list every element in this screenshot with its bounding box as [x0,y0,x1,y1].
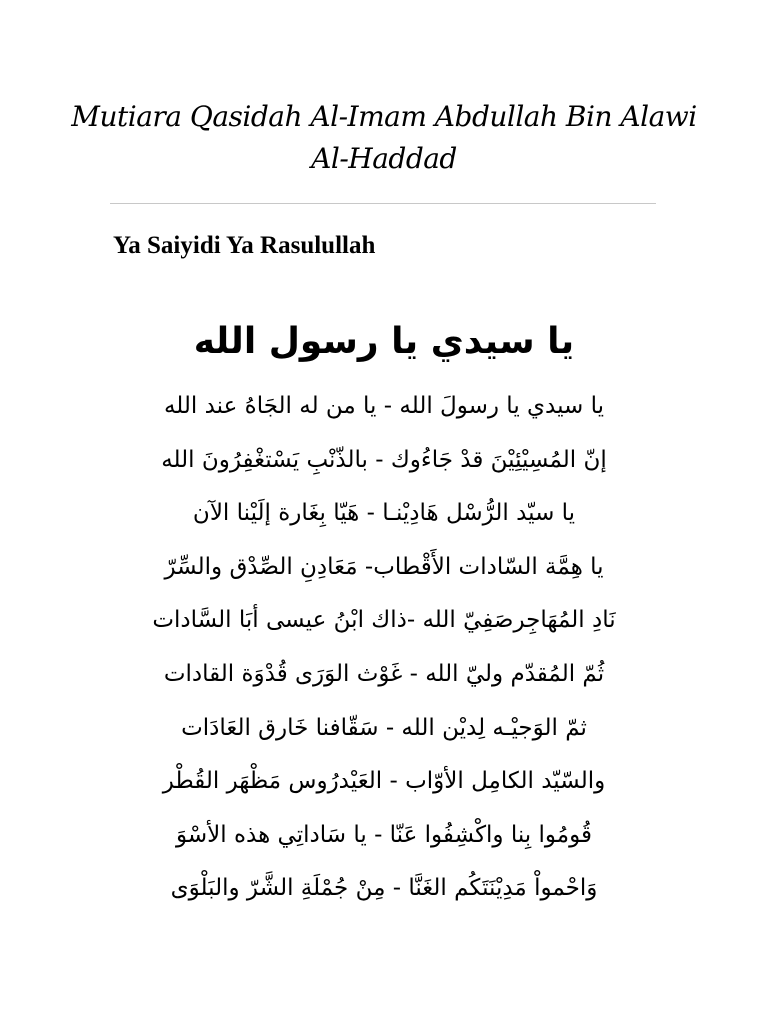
verse-line: وَاحْمواْ مَدِيْنَتَكُم الغَنَّا - مِنْ جُمْلَةِ الشَّرّ والبَلْوَى [170,875,598,902]
verse-line: والسّيّد الكامِل الأوّاب - العَيْدرُوس مَظْهَر القُطْر [162,768,606,795]
document-title [60,96,708,180]
verse-line: يا هِمَّة السّادات الأَقْطاب- مَعَادِنِ الصِّدْق والسِّرّ [164,553,604,580]
verse-line: إنّ المُسِيْئِيْنَ قدْ جَاءُوك - بالذّنْبِ يَسْتغْفِرُونَ الله [161,446,607,473]
verse-line: يا سيدي يا رسولَ الله - يا من له الجَاهُ عند الله [163,393,605,419]
document-title-line-2: Al-Haddad [311,142,457,175]
section-heading: Ya Saiyidi Ya Rasulullah [113,232,376,259]
horizontal-divider [110,203,656,204]
verse-line: ثُمّ المُقدّم وليّ الله - غَوْث الوَرَى قُدْوَة القادات [163,660,605,687]
verse-list [100,386,668,922]
verse-line: ثمّ الوَجيْـه لِديْن الله - سَقّافنا خَارق العَادَات [181,714,587,741]
arabic-title: يا سيدي يا رسول الله [193,321,575,362]
verse-line: نَادِ المُهَاجِرصَفِيّ الله -ذاك ابْنُ عيسى أبَا السَّادات [152,607,616,634]
verse-line: قُومُوا بِنا واكْشِفُوا عَنّا - يا سَاداتِي هذه الأسْوَ [176,821,592,848]
document-title-line-1: Mutiara Qasidah Al-Imam Abdullah Bin Alawi [71,100,697,133]
verse-line: يا سيّد الرُّسْل هَادِيْنـا - هَيّا بِغَارة إلَيْنا الآن [192,500,576,527]
